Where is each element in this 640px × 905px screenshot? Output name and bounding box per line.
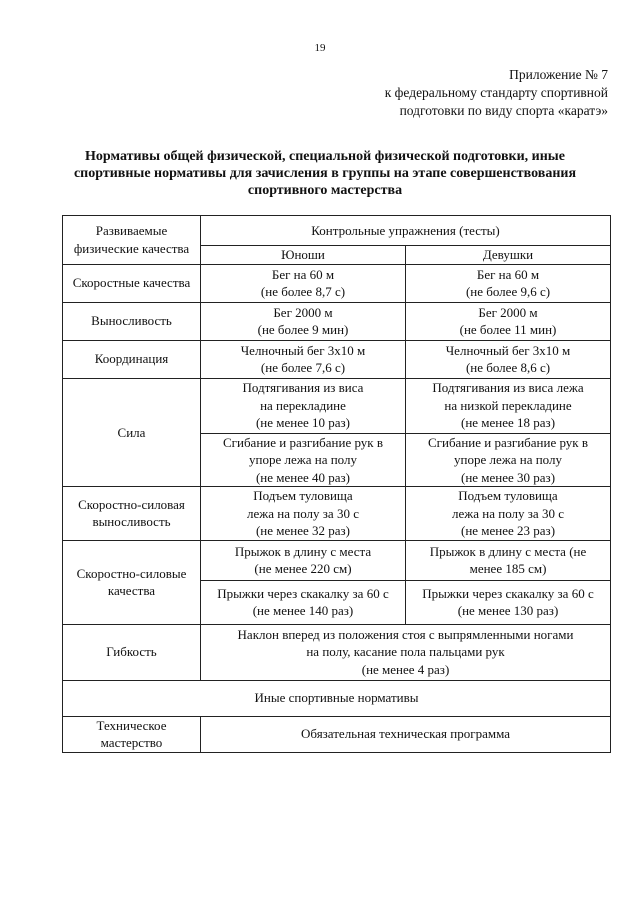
header-exercises-cell: Контрольные упражнения (тесты) xyxy=(201,216,611,246)
test-line: (не менее 220 см) xyxy=(254,561,352,576)
table-row xyxy=(63,378,611,433)
test-line: (не менее 32 раз) xyxy=(255,523,351,538)
table-row xyxy=(63,624,611,680)
appendix-line: к федеральному стандарту спортивной xyxy=(384,85,608,100)
table-row xyxy=(63,487,611,541)
quality-cell: Скоростные качества xyxy=(63,264,201,302)
girls-test-cell xyxy=(406,340,611,378)
test-line: Подъем туловища xyxy=(253,488,353,503)
header-qualities-line: Развиваемые xyxy=(95,223,168,239)
test-line: Челночный бег 3х10 м xyxy=(240,342,366,358)
test-line: лежа на полу за 30 с xyxy=(247,505,359,521)
girls-test-cell xyxy=(406,302,611,340)
other-norms-header: Иные спортивные нормативы xyxy=(63,680,611,716)
quality-cell xyxy=(63,487,201,541)
quality-line: Скоростно-силовая xyxy=(78,496,185,512)
table-row xyxy=(63,540,611,580)
table-row xyxy=(63,264,611,302)
girls-test-cell xyxy=(406,580,611,624)
test-line: Бег 2000 м xyxy=(273,304,333,320)
appendix-line: Приложение № 7 xyxy=(509,67,608,82)
test-line: Челночный бег 3х10 м xyxy=(445,342,571,358)
test-line: Наклон вперед из положения стоя с выпрямленными ногами xyxy=(237,626,574,642)
test-line: (не менее 4 раз) xyxy=(361,661,450,677)
girls-test-cell xyxy=(406,540,611,580)
quality-cell: Выносливость xyxy=(63,302,201,340)
test-line: Бег 2000 м xyxy=(478,304,538,320)
test-line: Подтягивания из виса xyxy=(242,380,364,396)
header-girls-cell: Девушки xyxy=(406,246,611,265)
test-line: (не менее 130 раз) xyxy=(457,603,559,618)
test-line: на перекладине xyxy=(260,397,346,413)
test-line: Бег на 60 м xyxy=(271,266,335,282)
table-row xyxy=(63,302,611,340)
title-line: спортивные нормативы для зачисления в группы на этапе совершенствования xyxy=(73,166,577,181)
test-line: (не более 11 мин) xyxy=(459,322,557,337)
test-line: (не более 8,6 с) xyxy=(465,360,551,375)
boys-test-cell xyxy=(201,580,406,624)
table-row xyxy=(63,716,611,752)
table-header-row xyxy=(63,216,611,246)
test-line: Бег на 60 м xyxy=(476,266,540,282)
test-line: Прыжки через скакалку за 60 с xyxy=(422,585,594,601)
test-line: Прыжок в длину с места (не xyxy=(429,543,587,559)
test-line: Сгибание и разгибание рук в xyxy=(427,434,589,450)
quality-line: Техническое xyxy=(96,717,167,733)
quality-line: выносливость xyxy=(92,514,171,530)
test-line: лежа на полу за 30 с xyxy=(452,505,564,521)
test-line: на низкой перекладине xyxy=(444,397,572,413)
boys-test-cell xyxy=(201,302,406,340)
title-line: Нормативы общей физической, специальной физической подготовки, иные xyxy=(85,149,565,164)
boys-test-cell xyxy=(201,340,406,378)
test-line: (не менее 10 раз) xyxy=(255,415,351,431)
test-line: упоре лежа на полу xyxy=(249,452,357,467)
test-line: менее 185 см) xyxy=(469,561,547,576)
quality-cell xyxy=(63,716,201,752)
header-boys-cell: Юноши xyxy=(201,246,406,265)
boys-test-cell xyxy=(201,378,406,433)
test-line: Прыжок в длину с места xyxy=(234,543,372,559)
page-number: 19 xyxy=(314,42,326,54)
girls-test-cell xyxy=(406,487,611,541)
test-line: (не менее 23 раз) xyxy=(460,523,556,538)
appendix-line: подготовки по виду спорта «каратэ» xyxy=(399,103,608,118)
norms-table xyxy=(62,215,611,753)
quality-cell: Гибкость xyxy=(63,624,201,680)
section-header-row xyxy=(63,680,611,716)
test-line: (не менее 18 раз) xyxy=(460,415,556,431)
header-qualities-cell xyxy=(63,216,201,265)
girls-test-cell xyxy=(406,433,611,487)
test-line: (не менее 140 раз) xyxy=(252,603,354,618)
test-line: (не менее 30 раз) xyxy=(460,469,556,485)
shared-test-cell xyxy=(201,624,611,680)
table-row xyxy=(63,340,611,378)
test-line: (не менее 40 раз) xyxy=(255,469,351,485)
test-line: (не более 8,7 с) xyxy=(260,284,346,299)
test-line: Подъем туловища xyxy=(458,488,558,503)
test-line: Прыжки через скакалку за 60 с xyxy=(217,585,389,601)
test-line: (не более 7,6 с) xyxy=(260,360,346,375)
header-qualities-line: физические качества xyxy=(73,240,190,256)
title-line: спортивного мастерства xyxy=(247,183,403,198)
boys-test-cell xyxy=(201,540,406,580)
quality-cell: Сила xyxy=(63,378,201,487)
quality-cell xyxy=(63,540,201,624)
quality-line: качества xyxy=(107,583,156,598)
document-title xyxy=(40,148,610,199)
quality-line: мастерство xyxy=(100,735,163,750)
test-line: Сгибание и разгибание рук в xyxy=(222,434,384,450)
test-line: на полу, касание пола пальцами рук xyxy=(306,644,505,660)
test-line: (не более 9 мин) xyxy=(257,322,349,337)
girls-test-cell xyxy=(406,264,611,302)
boys-test-cell xyxy=(201,264,406,302)
boys-test-cell xyxy=(201,487,406,541)
appendix-note xyxy=(385,66,608,120)
boys-test-cell xyxy=(201,433,406,487)
test-line: упоре лежа на полу xyxy=(454,452,562,467)
test-line: (не более 9,6 с) xyxy=(465,284,551,299)
girls-test-cell xyxy=(406,378,611,433)
quality-line: Скоростно-силовые xyxy=(76,565,187,581)
shared-test-cell: Обязательная техническая программа xyxy=(201,716,611,752)
test-line: Подтягивания из виса лежа xyxy=(432,380,584,396)
quality-cell: Координация xyxy=(63,340,201,378)
